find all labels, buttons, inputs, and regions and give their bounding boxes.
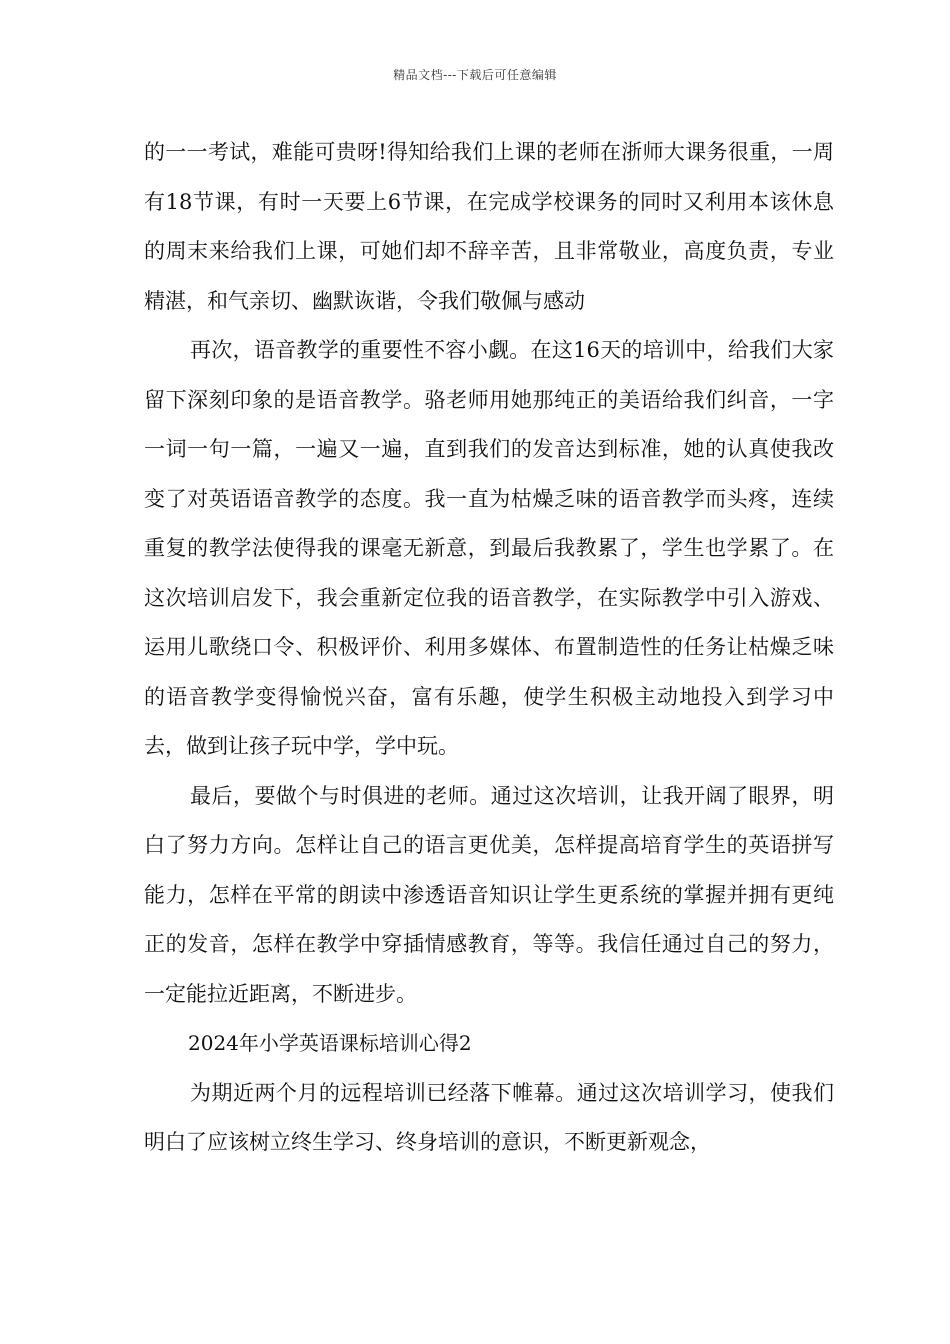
document-body [144, 128, 834, 1168]
section-heading: 2024年小学英语课标培训心得2 [188, 1031, 472, 1055]
paragraph-2: 再次，语音教学的重要性不容小觑。在这16天的培训中，给我们大家留下深刻印象的是语音教学。骆老师用她那纯正的美语给我们纠音，一字一词一句一篇，一遍又一遍，直到我们的发音达到标准，她的认真使我改变了对英语语音教学的态度。我一直为枯燥乏味的语音教学而头疼，连续重复的教学法使得我的课毫无新意，到最后我教累了，学生也学累了。在这次培训启发下，我会重新定位我的语音教学，在实际教学中引入游戏、运用儿歌绕口令、积极评价、利用多媒体、布置制造性的任务让枯燥乏味的语音教学变得愉悦兴奋，富有乐趣，使学生积极主动地投入到学习中去，做到让孩子玩中学，学中玩。 [144, 338, 834, 758]
page-header: 精品文档---下载后可任意编辑 [393, 68, 557, 82]
paragraph-1: 的一一考试，难能可贵呀!得知给我们上课的老师在浙师大课务很重，一周有18节课，有时一天要上6节课，在完成学校课务的同时又利用本该休息的周末来给我们上课，可她们却不辞辛苦，且非常敬业，高度负责，专业精湛，和气亲切、幽默诙谐，令我们敬佩与感动 [144, 140, 834, 313]
paragraph-3: 最后，要做个与时俱进的老师。通过这次培训，让我开阔了眼界，明白了努力方向。怎样让自己的语言更优美，怎样提高培育学生的英语拼写能力，怎样在平常的朗读中渗透语音知识让学生更系统的掌握并拥有更纯正的发音，怎样在教学中穿插情感教育，等等。我信任通过自己的努力，一定能拉近距离，不断进步。 [144, 783, 834, 1006]
paragraph-4: 为期近两个月的远程培训已经落下帷幕。通过这次培训学习，使我们明白了应该树立终生学习、终身培训的意识，不断更新观念， [144, 1080, 834, 1154]
